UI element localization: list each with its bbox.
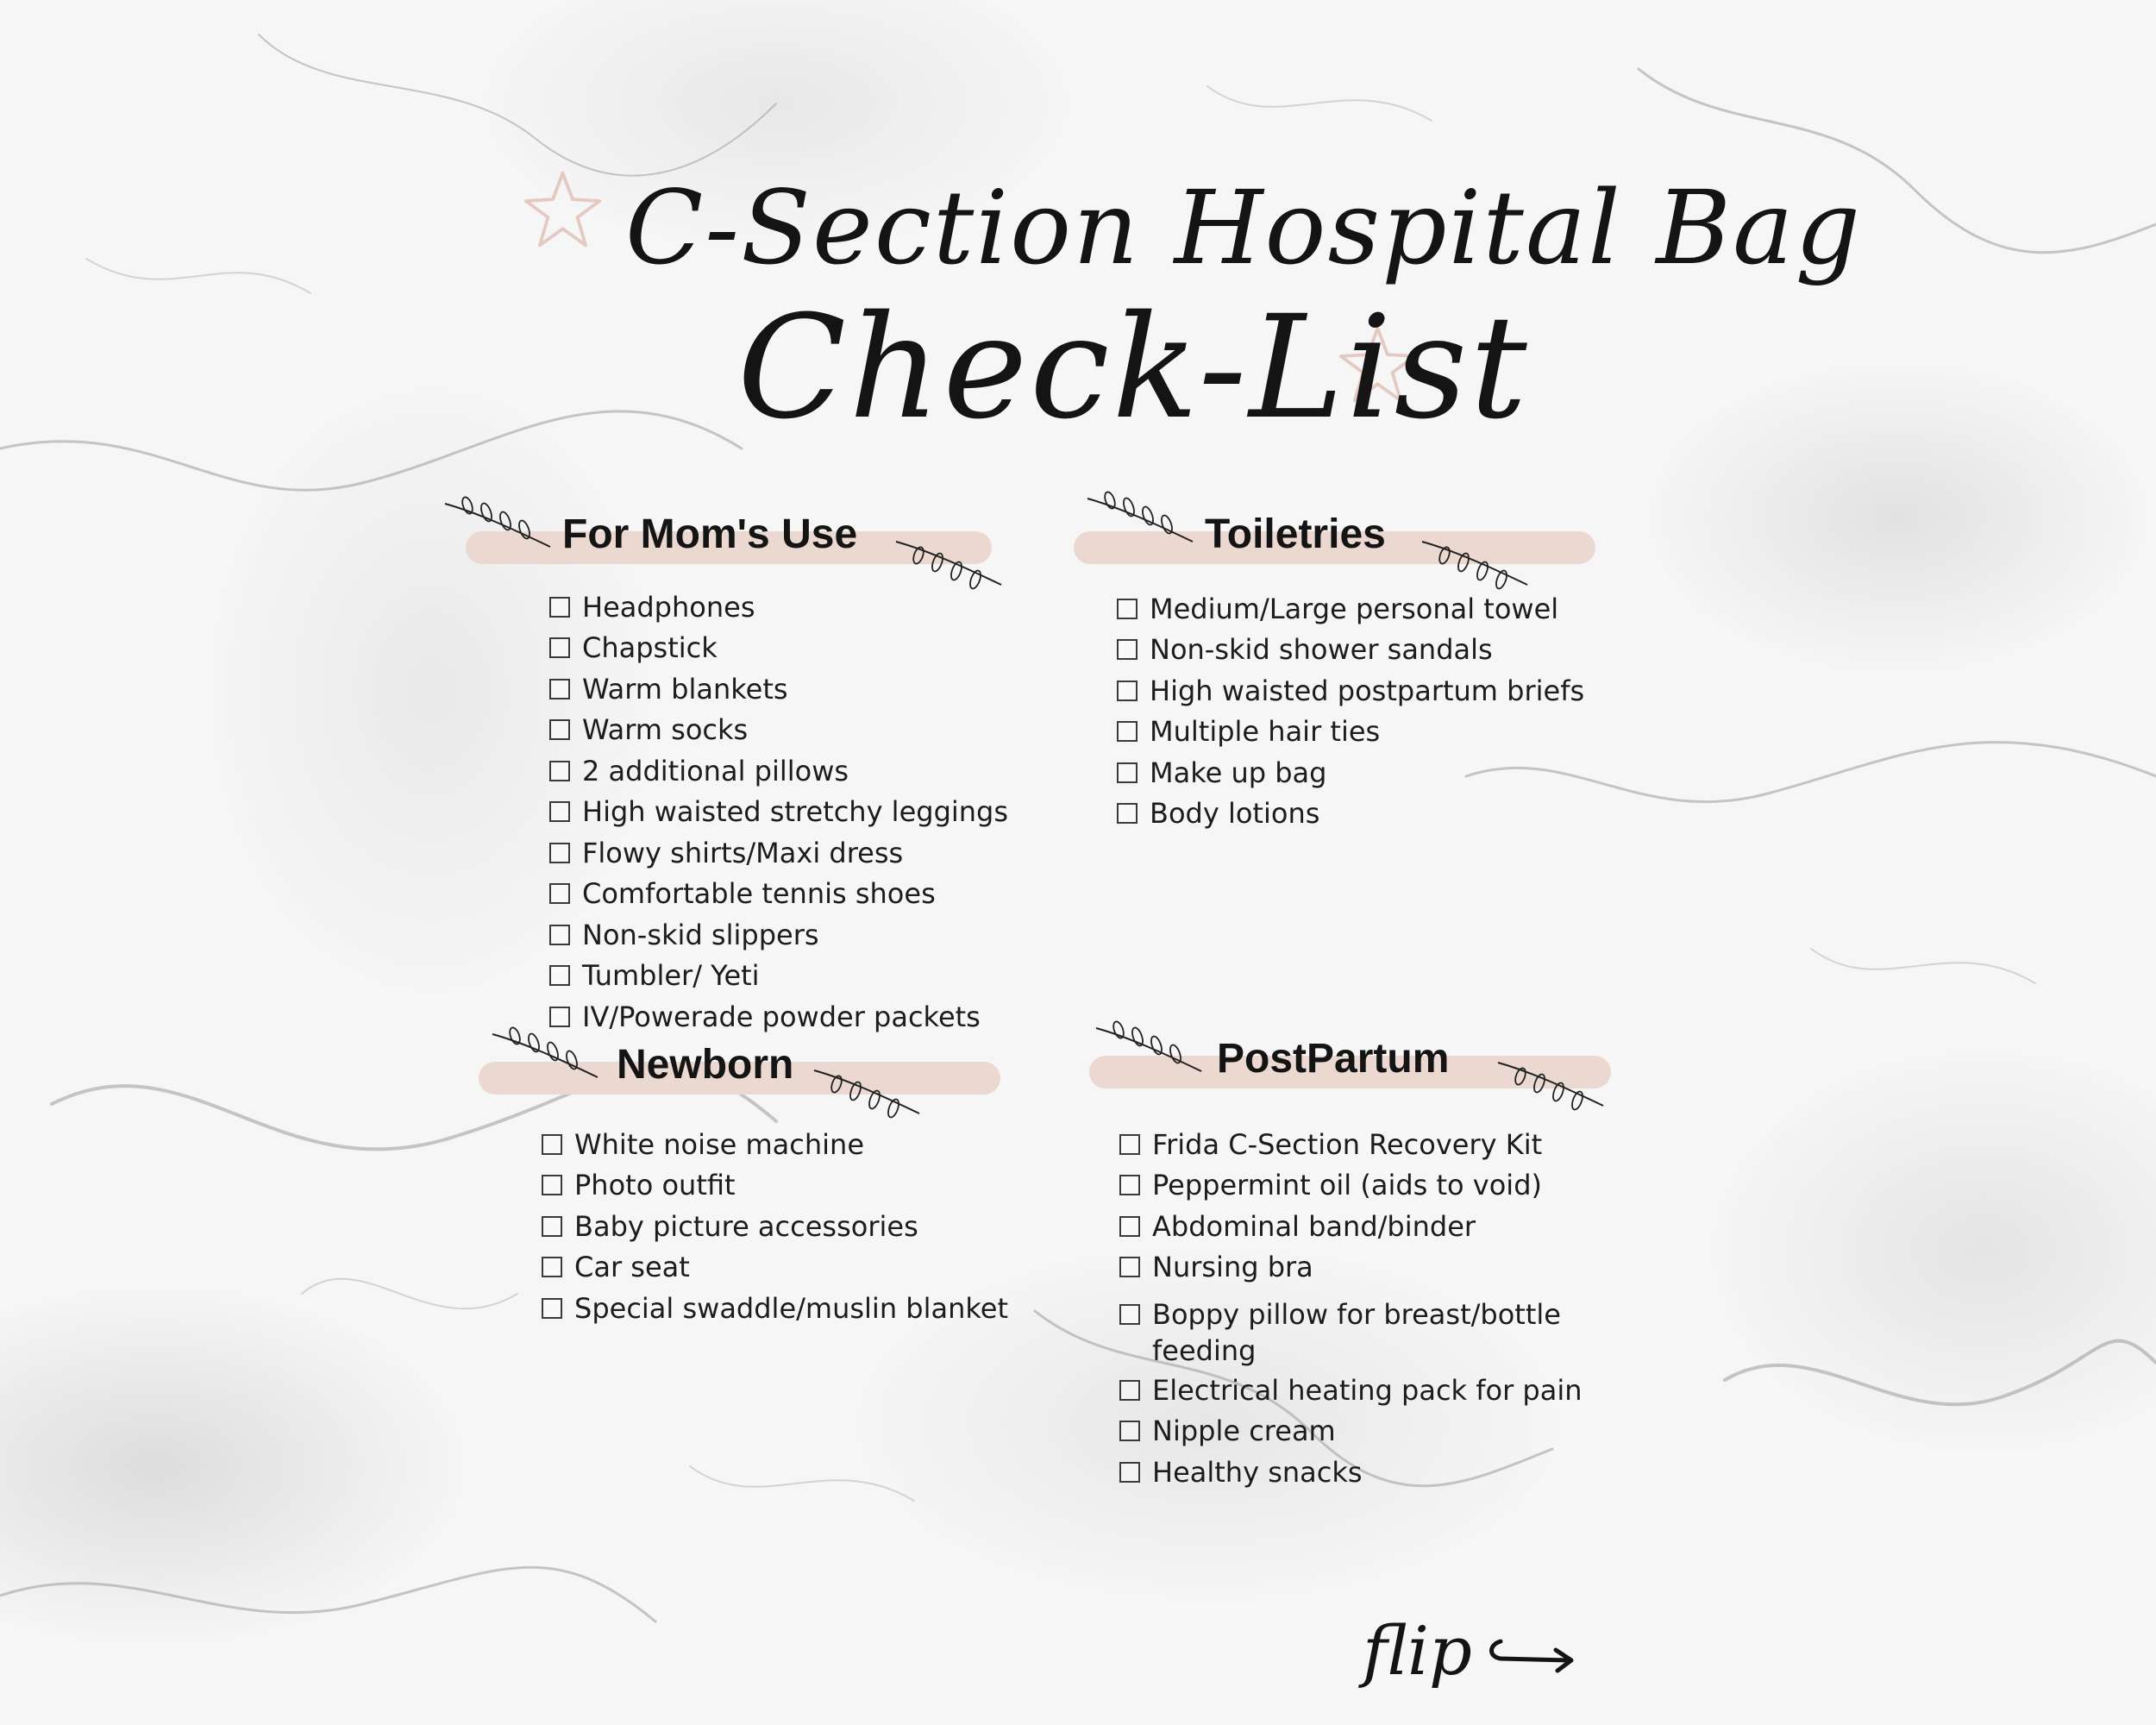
leaf-sprig-icon [1084, 490, 1196, 550]
checklist [549, 586, 1008, 1038]
section-title: PostPartum [1217, 1036, 1450, 1082]
checkbox-icon[interactable] [1119, 1304, 1140, 1325]
checklist-item [1117, 630, 1584, 671]
checklist-item [1119, 1288, 1601, 1370]
checkbox-icon[interactable] [542, 1216, 562, 1237]
star-icon [522, 168, 604, 250]
leaf-sprig-icon [1093, 1019, 1205, 1080]
section-title: Newborn [617, 1042, 794, 1088]
checkbox-icon[interactable] [549, 843, 570, 863]
checklist-item [1119, 1124, 1601, 1165]
checklist-item [1119, 1411, 1601, 1452]
item-label: Frida C-Section Recovery Kit [1152, 1127, 1543, 1161]
checklist [542, 1124, 1008, 1329]
checkbox-icon[interactable] [549, 883, 570, 904]
section-toiletries [1074, 509, 1595, 831]
section-header [466, 509, 992, 578]
checkbox-icon[interactable] [542, 1257, 562, 1277]
checkbox-icon[interactable] [1117, 721, 1138, 742]
checklist-item [549, 832, 1008, 874]
page-title: C-Section Hospital Bag [625, 168, 1863, 287]
checklist-item [549, 874, 1008, 915]
checklist-item [542, 1124, 1008, 1165]
checklist-item [1119, 1452, 1601, 1493]
checkbox-icon[interactable] [1119, 1216, 1140, 1237]
item-label: Abdominal band/binder [1152, 1209, 1476, 1243]
section-moms-use [466, 509, 1009, 1033]
checkbox-icon[interactable] [549, 965, 570, 986]
leaf-sprig-icon [811, 1062, 923, 1122]
checklist-item [1119, 1370, 1601, 1411]
checklist-item [542, 1288, 1008, 1329]
checkbox-icon[interactable] [549, 925, 570, 945]
checkbox-icon[interactable] [549, 761, 570, 781]
page-subtitle: Check-List [737, 285, 1530, 450]
checkbox-icon[interactable] [1117, 803, 1138, 824]
checkbox-icon[interactable] [1119, 1134, 1140, 1155]
checkbox-icon[interactable] [1119, 1421, 1140, 1441]
section-header [1074, 509, 1595, 578]
checklist-item [1119, 1206, 1601, 1247]
checklist-item [549, 956, 1008, 997]
item-label: Headphones [582, 590, 755, 624]
checkbox-icon[interactable] [1117, 599, 1138, 619]
item-label: Baby picture accessories [574, 1209, 918, 1243]
item-label: Boppy pillow for breast/bottle feeding [1152, 1298, 1561, 1367]
section-postpartum [1089, 1033, 1611, 1489]
checklist-item [549, 996, 1008, 1038]
item-label: Non-skid slippers [582, 918, 819, 951]
checkbox-icon[interactable] [1119, 1175, 1140, 1195]
leaf-sprig-icon [893, 533, 1005, 593]
checkbox-icon[interactable] [542, 1298, 562, 1319]
checkbox-icon[interactable] [1119, 1380, 1140, 1401]
item-label: Special swaddle/muslin blanket [574, 1291, 1008, 1325]
item-label: High waisted postpartum briefs [1150, 674, 1585, 707]
checklist-item [549, 710, 1008, 751]
checklist-item [549, 750, 1008, 792]
leaf-sprig-icon [1495, 1054, 1607, 1114]
section-title: For Mom's Use [562, 511, 858, 557]
checkbox-icon[interactable] [549, 637, 570, 658]
checkbox-icon[interactable] [1117, 762, 1138, 783]
leaf-sprig-icon [442, 495, 554, 555]
section-header [1089, 1033, 1611, 1102]
checklist [1119, 1124, 1601, 1493]
section-header [479, 1039, 1000, 1108]
item-label: Multiple hair ties [1150, 715, 1381, 749]
item-label: Photo outfit [574, 1169, 736, 1202]
item-label: Chapstick [582, 631, 718, 665]
item-label: Warm blankets [582, 672, 788, 706]
checklist-item [1119, 1165, 1601, 1207]
checklist-item [1117, 670, 1584, 712]
checklist-item [549, 586, 1008, 628]
checklist-item [549, 792, 1008, 833]
item-label: Non-skid shower sandals [1150, 633, 1493, 667]
item-label: Peppermint oil (aids to void) [1152, 1169, 1542, 1202]
checklist-item [549, 914, 1008, 956]
checklist-item [1117, 752, 1584, 794]
item-label: White noise machine [574, 1127, 865, 1161]
checkbox-icon[interactable] [549, 1007, 570, 1027]
section-newborn [479, 1039, 1008, 1325]
item-label: Healthy snacks [1152, 1455, 1363, 1489]
checkbox-icon[interactable] [542, 1175, 562, 1195]
checkbox-icon[interactable] [542, 1134, 562, 1155]
item-label: IV/Powerade powder packets [582, 1000, 981, 1033]
leaf-sprig-icon [489, 1026, 601, 1086]
checklist-item [542, 1206, 1008, 1247]
checkbox-icon[interactable] [1119, 1462, 1140, 1483]
checkbox-icon[interactable] [549, 719, 570, 740]
checklist-item [1117, 712, 1584, 753]
checklist [1117, 588, 1584, 834]
checkbox-icon[interactable] [1117, 639, 1138, 660]
checkbox-icon[interactable] [549, 801, 570, 822]
item-label: Warm socks [582, 713, 749, 747]
checkbox-icon[interactable] [549, 597, 570, 618]
item-label: Car seat [574, 1251, 690, 1284]
checklist-item [1117, 794, 1584, 835]
checklist-item [542, 1165, 1008, 1207]
item-label: Medium/Large personal towel [1150, 592, 1559, 625]
item-label: 2 additional pillows [582, 754, 849, 787]
item-label: High waisted stretchy leggings [582, 795, 1009, 829]
leaf-sprig-icon [1419, 533, 1531, 593]
checkbox-icon[interactable] [549, 679, 570, 699]
item-label: Electrical heating pack for pain [1152, 1373, 1583, 1407]
checkbox-icon[interactable] [1117, 681, 1138, 701]
item-label: Nipple cream [1152, 1414, 1336, 1448]
item-label: Flowy shirts/Maxi dress [582, 836, 904, 869]
checklist-item [549, 668, 1008, 710]
item-label: Nursing bra [1152, 1251, 1313, 1284]
checkbox-icon[interactable] [1119, 1257, 1140, 1277]
arrow-right-icon [1483, 1626, 1578, 1678]
flip-label: flip [1363, 1613, 1472, 1690]
item-label: Comfortable tennis shoes [582, 877, 936, 911]
section-title: Toiletries [1205, 511, 1386, 557]
item-label: Make up bag [1150, 756, 1327, 789]
item-label: Body lotions [1150, 797, 1320, 831]
checklist-item [1119, 1247, 1601, 1289]
item-label: Tumbler/ Yeti [582, 959, 760, 993]
checklist-item [549, 628, 1008, 669]
checklist-item [1117, 588, 1584, 630]
checklist-item [542, 1247, 1008, 1289]
